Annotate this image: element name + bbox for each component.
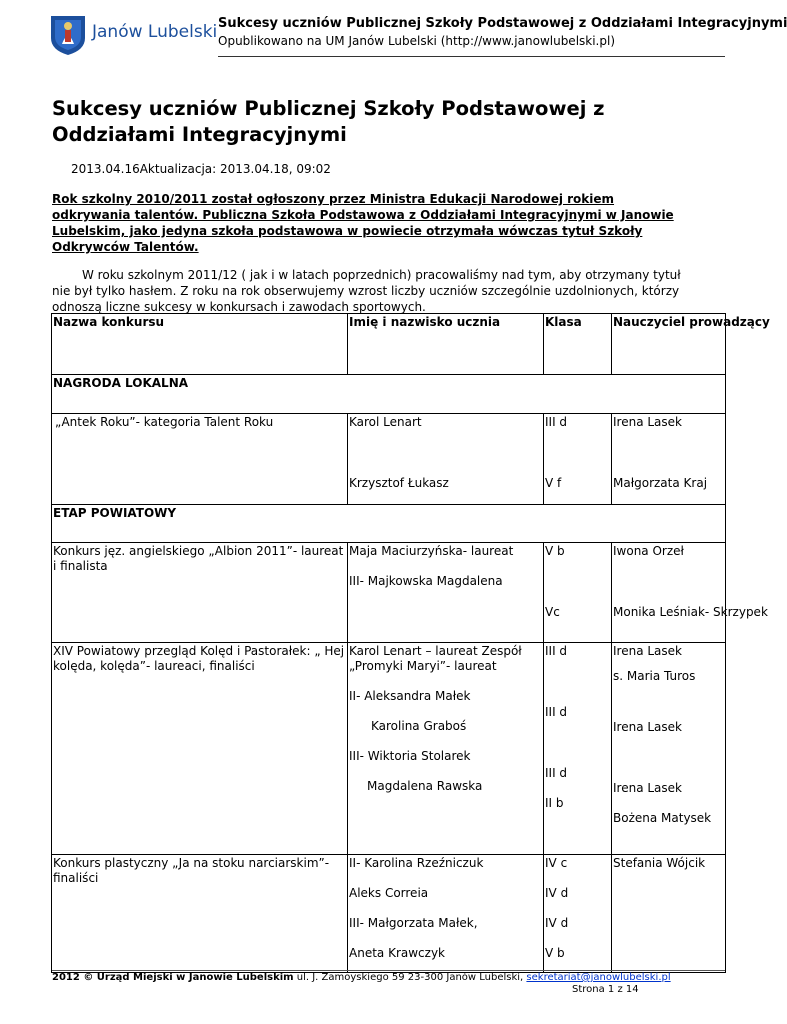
teacher-name: Irena Lasek <box>613 781 682 795</box>
table-header-row <box>52 314 726 375</box>
coat-of-arms-icon <box>48 14 88 56</box>
table-row <box>52 855 726 973</box>
student-name: II- Karolina Rzeźniczuk <box>349 856 484 870</box>
student-name: Aleks Correia <box>349 886 429 900</box>
page-footer <box>52 972 671 983</box>
footer-divider <box>52 970 725 971</box>
page-number: Strona 1 z 14 <box>572 984 639 995</box>
col-header-contest: Nazwa konkursu <box>52 314 348 375</box>
teacher-cell <box>612 855 726 973</box>
contest-cell <box>52 643 348 855</box>
class-value: Vc <box>545 605 560 619</box>
class-value: V b <box>545 946 565 960</box>
student-name: III- Wiktoria Stolarek <box>349 749 471 763</box>
article-lead: Rok szkolny 2010/2011 został ogłoszony przez Ministra Edukacji Narodowej rokiem odkrywania talentów. Publiczna Szkoła Podstawowa z Oddziałami Integracyjnymi w Janowie Lubelskim, jako jedyna szkoła podstawowa w powiecie otrzymała wówczas tytuł Szkoły Odkrywców Talentów. <box>52 192 674 254</box>
footer-address: ul. J. Zamoyskiego 59 23-300 Janów Lubelski, <box>293 972 527 983</box>
class-cell <box>544 414 612 505</box>
student-name: Karol Lenart <box>349 415 422 429</box>
teacher-cell <box>612 414 726 505</box>
article-body: W roku szkolnym 2011/12 ( jak i w latach poprzednich) pracowaliśmy nad tym, aby otrzymany tytuł nie był tylko hasłem. Z roku na rok obserwujemy wzrost liczby uczniów szczególnie uzdolnionych, którzy odnoszą liczne sukcesy w konkursach i zawodach sportowych. <box>52 268 681 314</box>
section-label: NAGRODA LOKALNA <box>52 375 726 414</box>
student-name: III- Małgorzata Małek, <box>349 916 478 930</box>
class-value: III d <box>545 766 568 780</box>
student-name: Aneta Krawczyk <box>349 946 445 960</box>
teacher-name: Irena Lasek <box>613 644 682 658</box>
student-name: Karolina Graboś <box>371 719 467 733</box>
logo-text: Janów Lubelski <box>92 22 218 42</box>
student-cell <box>348 643 544 855</box>
teacher-name: Irena Lasek <box>613 720 682 734</box>
class-value: III d <box>545 644 568 658</box>
site-logo[interactable] <box>48 14 218 56</box>
table-row <box>52 543 726 643</box>
page-header <box>0 0 787 70</box>
table-row <box>52 414 726 505</box>
class-value: IV c <box>545 856 568 870</box>
contest-name: Konkurs plastyczny „Ja na stoku narciarskim”- finaliści <box>53 856 330 885</box>
class-value: V f <box>545 476 562 490</box>
contest-name: XIV Powiatowy przegląd Kolęd i Pastorałek: „ Hej kolęda, kolęda”- laureaci, finaliści <box>53 644 345 673</box>
col-header-class: Klasa <box>544 314 612 375</box>
class-value: III d <box>545 705 568 719</box>
student-name: II- Aleksandra Małek <box>349 689 471 703</box>
class-value: IV d <box>545 886 569 900</box>
col-header-teacher: Nauczyciel prowadzący <box>612 314 726 375</box>
class-cell <box>544 643 612 855</box>
header-title: Sukcesy uczniów Publicznej Szkoły Podstawowej z Oddziałami Integracyjnymi <box>218 16 787 31</box>
header-divider <box>218 56 725 57</box>
table-row <box>52 643 726 855</box>
class-value: IV d <box>545 916 569 930</box>
footer-copyright: 2012 © Urząd Miejski w Janowie Lubelskim <box>52 972 294 983</box>
teacher-name: Bożena Matysek <box>613 811 712 825</box>
contest-cell <box>52 414 348 505</box>
section-row <box>52 375 726 414</box>
teacher-name: Monika Leśniak- Skrzypek <box>613 605 768 619</box>
class-cell <box>544 855 612 973</box>
teacher-cell <box>612 643 726 855</box>
col-header-student: Imię i nazwisko ucznia <box>348 314 544 375</box>
contest-name: „Antek Roku”- kategoria Talent Roku <box>55 415 274 429</box>
student-cell <box>348 414 544 505</box>
class-value: III d <box>545 415 568 429</box>
student-name: Karol Lenart – laureat Zespół „Promyki Maryi”- laureat <box>349 644 522 673</box>
class-value: V b <box>545 544 565 558</box>
teacher-name: Irena Lasek <box>613 415 682 429</box>
contest-name: Konkurs jęz. angielskiego „Albion 2011”- laureat i finalista <box>53 544 344 573</box>
student-cell <box>348 543 544 643</box>
results-table <box>51 313 770 973</box>
student-name: Magdalena Rawska <box>367 779 483 793</box>
student-name: Maja Maciurzyńska- laureat <box>349 544 514 558</box>
student-name: Krzysztof Łukasz <box>349 476 449 490</box>
contest-cell <box>52 543 348 643</box>
teacher-cell <box>612 543 768 643</box>
teacher-name: s. Maria Turos <box>613 669 696 683</box>
footer-email-link[interactable]: sekretariat@janowlubelski.pl <box>526 972 671 983</box>
class-value: II b <box>545 796 564 810</box>
header-subtitle: Opublikowano na UM Janów Lubelski (http://www.janowlubelski.pl) <box>218 34 616 48</box>
article-date: 2013.04.16Aktualizacja: 2013.04.18, 09:02 <box>71 162 331 176</box>
teacher-name: Małgorzata Kraj <box>613 476 708 490</box>
student-cell <box>348 855 544 973</box>
contest-cell <box>52 855 348 973</box>
teacher-name: Iwona Orzeł <box>613 544 684 558</box>
student-name: III- Majkowska Magdalena <box>349 574 503 588</box>
section-row <box>52 505 726 543</box>
class-cell <box>544 543 612 643</box>
article-title: Sukcesy uczniów Publicznej Szkoły Podstawowej z Oddziałami Integracyjnymi <box>52 97 605 146</box>
section-label: ETAP POWIATOWY <box>52 505 726 543</box>
teacher-name: Stefania Wójcik <box>613 856 706 870</box>
